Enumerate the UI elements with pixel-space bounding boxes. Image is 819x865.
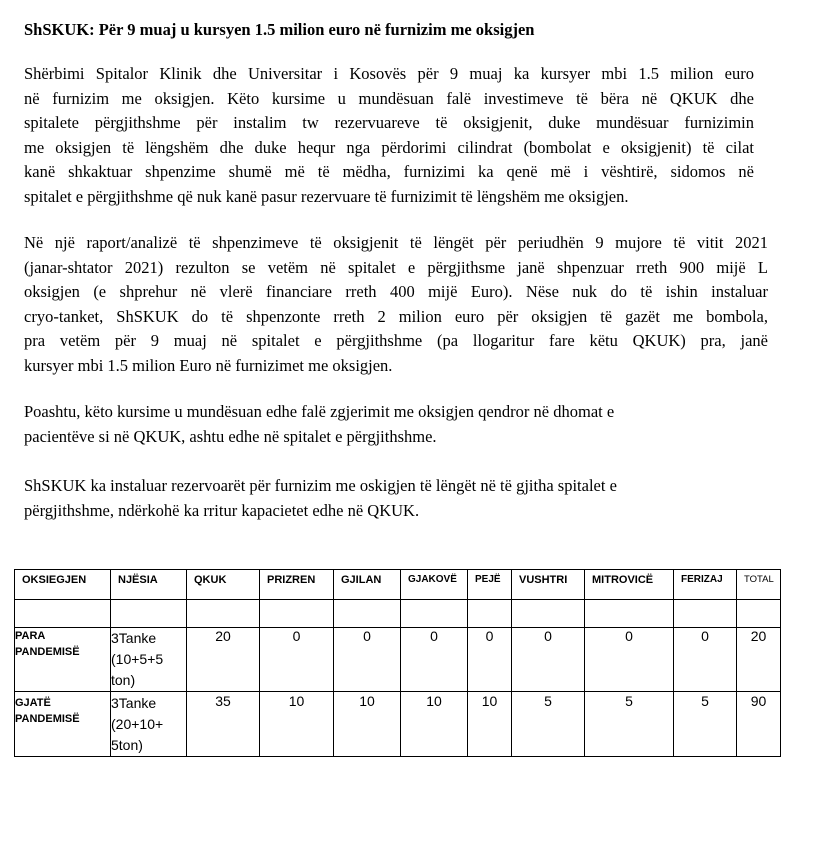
value-cell-gjakove: 0 (401, 628, 468, 692)
table-row-empty (15, 600, 781, 628)
table-header: GJILAN (334, 570, 401, 600)
value-cell-prizren: 0 (260, 628, 334, 692)
unit-line: 5ton) (111, 737, 143, 753)
value-cell-total: 90 (737, 692, 781, 757)
paragraph-line: Shërbimi Spitalor Klinik dhe Universitar i Kosovës për 9 muaj ka kursyer mbi 1.5 milion euro (24, 64, 754, 83)
value-cell-gjilan: 10 (334, 692, 401, 757)
table-cell (674, 600, 737, 628)
oxygen-table (14, 569, 781, 757)
table-row (15, 628, 781, 692)
paragraph-3 (24, 400, 754, 449)
table-header: FERIZAJ (674, 570, 737, 600)
table-cell (15, 600, 111, 628)
unit-line: 3Tanke (111, 695, 157, 711)
paragraph-2 (24, 231, 768, 379)
unit-line: (20+10+ (111, 716, 164, 732)
paragraph-line: ShSKUK ka instaluar rezervoarët për furnizim me oskigjen të lëngët në të gjitha spitalet e (24, 476, 617, 495)
paragraph-line: pacientëve si në QKUK, ashtu edhe në spitalet e përgjithshme. (24, 426, 437, 446)
value-cell-mitrovice: 0 (585, 628, 674, 692)
unit-cell (111, 628, 187, 692)
table-cell (187, 600, 260, 628)
paragraph-1 (24, 62, 754, 210)
table-cell (585, 600, 674, 628)
paragraph-line: me oksigjen të lëngshëm dhe duke hequr nga përdorimi cilindrat (bombolat e oksigjenit) të cilat (24, 137, 754, 157)
paragraph-line: kursyer mbi 1.5 milion Euro në furnizimet me oksigjen. (24, 355, 393, 375)
paragraph-line: Poashtu, këto kursime u mundësuan edhe falë zgjerimit me oksigjen qendror në dhomat e (24, 402, 615, 421)
table-cell (512, 600, 585, 628)
table-cell (468, 600, 512, 628)
paragraph-line: Në një raport/analizë të shpenzimeve të oksigjenit të lëngët për periudhën 9 mujore të vitit 2021 (24, 233, 768, 252)
table-header: VUSHTRI (512, 570, 585, 600)
table-header-row (15, 570, 781, 600)
paragraph-line: cryo-tanket, ShSKUK do të shpenzonte rreth 2 milion euro për oksigjen të gazët me bombola, (24, 306, 768, 326)
paragraph-line: spitalet e përgjithshme që nuk kanë pasur rezervuare të furnizimit të lëngshëm me oksigjen. (24, 186, 629, 206)
value-cell-mitrovice: 5 (585, 692, 674, 757)
table-header: PEJË (468, 570, 512, 600)
value-cell-peje: 10 (468, 692, 512, 757)
unit-cell (111, 692, 187, 757)
table-header: OKSIEGJEN (15, 570, 111, 600)
paragraph-line: në furnizim me oksigjen. Këto kursime u mundësuan falë investimeve të bëra në QKUK dhe (24, 88, 754, 108)
value-cell-gjakove: 10 (401, 692, 468, 757)
table-cell (111, 600, 187, 628)
paragraph-line: përgjithshme, ndërkohë ka rritur kapacietet edhe në QKUK. (24, 500, 420, 520)
table-cell (260, 600, 334, 628)
table-cell (334, 600, 401, 628)
table-header: MITROVICË (585, 570, 674, 600)
paragraph-4 (24, 474, 754, 523)
value-cell-prizren: 10 (260, 692, 334, 757)
value-cell-vushtri: 0 (512, 628, 585, 692)
paragraph-line: oksigjen (e shprehur në vlerë financiare rreth 400 mijë Euro). Nëse nuk do të ishin instaluar (24, 282, 768, 302)
value-cell-peje: 0 (468, 628, 512, 692)
row-label (15, 692, 111, 757)
unit-line: ton) (111, 672, 136, 688)
table-header: GJAKOVË (401, 570, 468, 600)
unit-line: 3Tanke (111, 630, 157, 646)
value-cell-total: 20 (737, 628, 781, 692)
row-label-line: PANDEMISË (15, 646, 80, 658)
value-cell-gjilan: 0 (334, 628, 401, 692)
paragraph-line: (janar-shtator 2021) rezulton se vetëm në spitalet e përgjithsme janë shpenzuar rreth 900 mijë L (24, 257, 768, 277)
value-cell-ferizaj: 5 (674, 692, 737, 757)
table-header: QKUK (187, 570, 260, 600)
row-label-line: GJATË (15, 697, 51, 709)
value-cell-ferizaj: 0 (674, 628, 737, 692)
value-cell-qkuk: 20 (187, 628, 260, 692)
paragraph-line: spitalete përgjithshme për instalim tw rezervuareve të oksigjenit, duke mundësuar furnizimin (24, 113, 754, 133)
value-cell-qkuk: 35 (187, 692, 260, 757)
row-label-line: PARA (15, 630, 46, 642)
unit-line: (10+5+5 (111, 651, 164, 667)
table-header: PRIZREN (260, 570, 334, 600)
table-header: TOTAL (737, 570, 781, 600)
row-label (15, 628, 111, 692)
table-row (15, 692, 781, 757)
article-title: ShSKUK: Për 9 muaj u kursyen 1.5 milion euro në furnizim me oksigjen (24, 20, 535, 39)
row-label-line: PANDEMISË (15, 713, 80, 725)
value-cell-vushtri: 5 (512, 692, 585, 757)
table-cell (401, 600, 468, 628)
table-header: NJËSIA (111, 570, 187, 600)
paragraph-line: pra vetëm për 9 muaj në spitalet e përgjithshme (pa llogaritur fare këtu QKUK) pra, janë (24, 331, 768, 351)
paragraph-line: kanë shkaktuar shpenzime shumë më të mëdha, furnizimi ka qenë më i vështirë, sidomos në (24, 162, 754, 182)
table-cell (737, 600, 781, 628)
